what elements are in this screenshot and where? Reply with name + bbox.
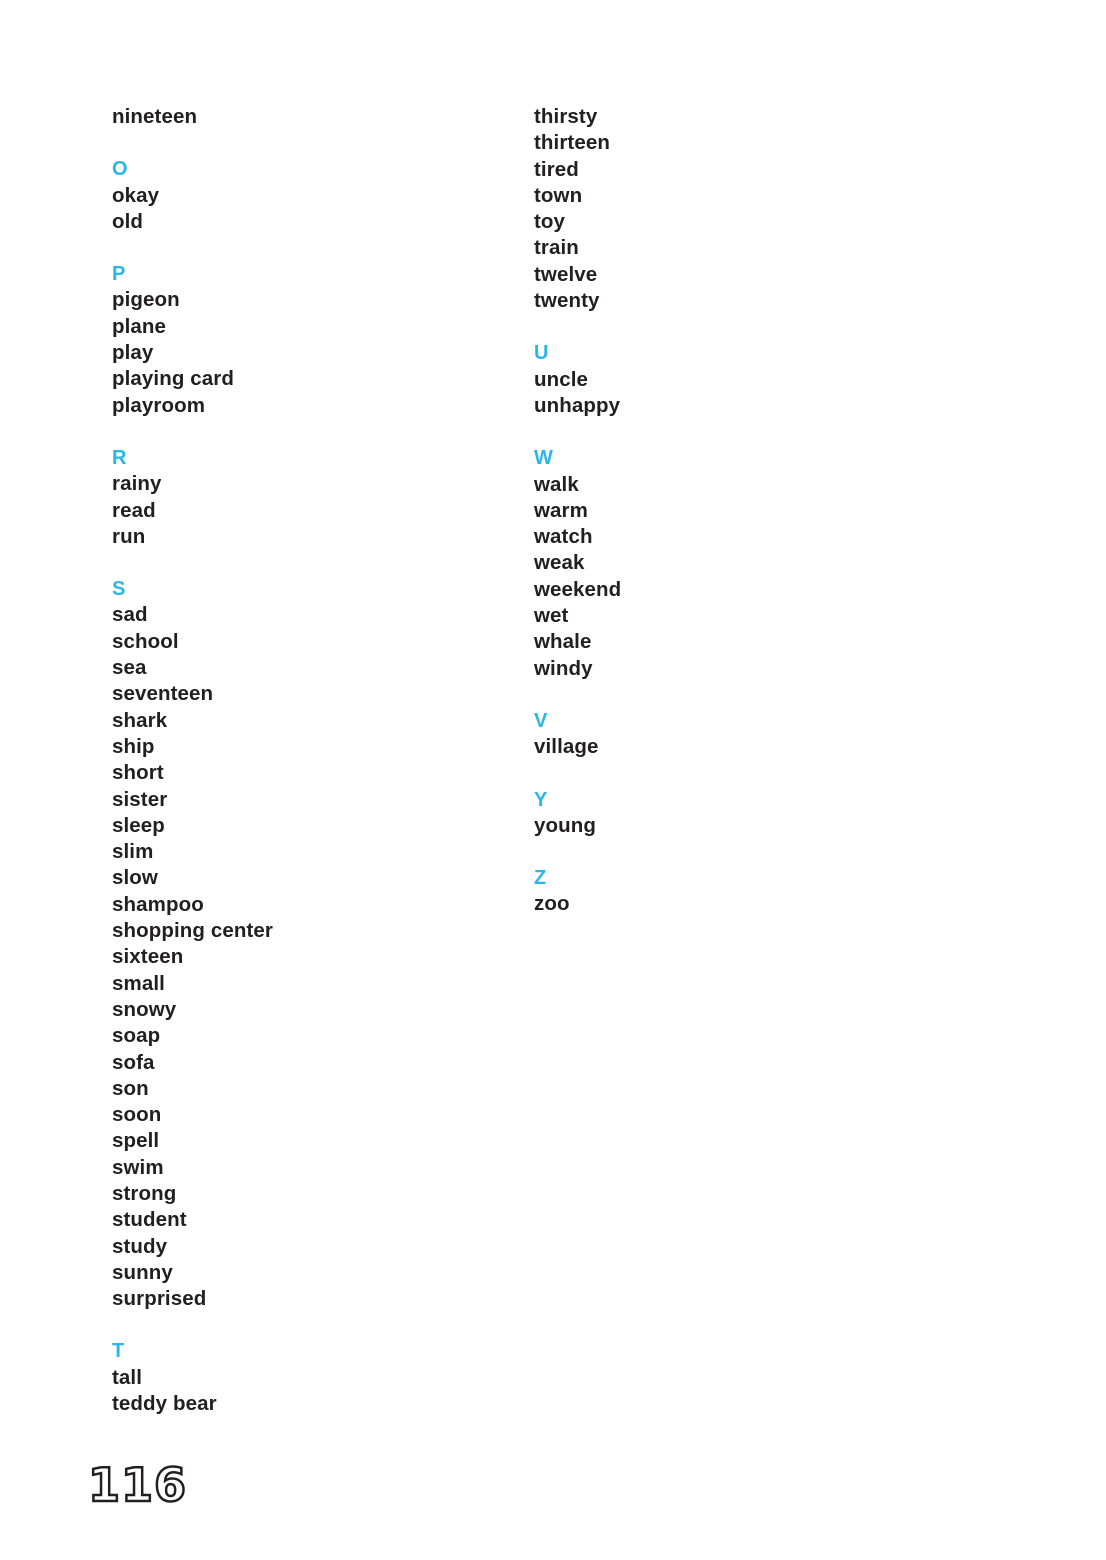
word-entry: twenty (534, 289, 600, 313)
word-entry: sad (112, 603, 148, 627)
word-entry: tired (534, 157, 579, 181)
word-group (112, 445, 512, 550)
word-entry: twelve (534, 262, 598, 286)
word-entry: unhappy (534, 393, 621, 417)
word-entry: surprised (112, 1287, 207, 1311)
word-entry: spell (112, 1129, 160, 1153)
word-group (534, 340, 934, 419)
word-entry: sofa (112, 1050, 155, 1074)
letter-heading: O (112, 158, 128, 181)
letter-heading: V (534, 709, 548, 732)
word-entry: playroom (112, 393, 206, 417)
word-column-right (534, 104, 934, 918)
word-entry: strong (112, 1181, 177, 1205)
word-entry: windy (534, 656, 593, 680)
word-entry: weak (534, 551, 585, 575)
word-group (534, 104, 934, 314)
letter-heading: Z (534, 867, 547, 890)
word-entry: uncle (534, 367, 589, 391)
word-group (534, 787, 934, 840)
letter-heading: Y (534, 788, 548, 811)
word-entry: plane (112, 314, 167, 338)
word-entry: sleep (112, 813, 165, 837)
word-entry: school (112, 629, 179, 653)
word-entry: short (112, 761, 164, 785)
word-entry: sister (112, 787, 168, 811)
word-entry: shark (112, 708, 168, 732)
word-entry: soap (112, 1024, 161, 1048)
word-entry: thirsty (534, 105, 598, 128)
word-group (112, 576, 512, 1312)
word-column-left (112, 104, 512, 1417)
word-entry: small (112, 971, 165, 995)
word-entry: sixteen (112, 945, 184, 969)
word-group (112, 261, 512, 419)
word-entry: nineteen (112, 105, 198, 128)
word-entry: weekend (534, 577, 622, 601)
word-entry: walk (534, 472, 579, 496)
word-entry: pigeon (112, 288, 180, 312)
word-entry: shopping center (112, 919, 273, 943)
word-entry: tall (112, 1365, 143, 1389)
letter-heading: U (534, 342, 549, 365)
word-group (534, 865, 934, 918)
word-entry: watch (534, 525, 593, 549)
word-entry: soon (112, 1103, 162, 1127)
word-entry: village (534, 735, 599, 759)
word-entry: sunny (112, 1260, 173, 1284)
word-entry: town (534, 183, 583, 207)
word-entry: young (534, 813, 596, 837)
word-entry: wet (534, 604, 569, 628)
word-entry: study (112, 1234, 168, 1258)
word-entry: rainy (112, 472, 162, 496)
word-group (534, 708, 934, 761)
letter-heading: S (112, 578, 126, 601)
page-number: 116 (88, 1458, 188, 1512)
word-entry: swim (112, 1155, 164, 1179)
word-group (534, 445, 934, 682)
word-entry: ship (112, 734, 155, 758)
word-entry: snowy (112, 997, 177, 1021)
word-entry: playing card (112, 367, 234, 391)
word-entry: whale (534, 630, 592, 654)
letter-heading: P (112, 263, 126, 286)
word-entry: teddy bear (112, 1392, 217, 1416)
word-entry: shampoo (112, 892, 204, 916)
word-entry: run (112, 524, 146, 548)
word-entry: sea (112, 656, 147, 680)
word-entry: slow (112, 866, 158, 890)
word-entry: student (112, 1208, 187, 1232)
word-entry: read (112, 498, 156, 522)
word-entry: slim (112, 840, 154, 864)
word-group (112, 1338, 512, 1417)
letter-heading: W (534, 447, 554, 470)
word-entry: zoo (534, 892, 570, 916)
word-entry: warm (534, 498, 588, 522)
word-group (112, 156, 512, 235)
word-entry: toy (534, 210, 566, 234)
letter-heading: T (112, 1340, 125, 1363)
word-entry: train (534, 236, 579, 260)
word-entry: seventeen (112, 682, 214, 706)
letter-heading: R (112, 446, 127, 469)
word-group (112, 104, 512, 130)
word-entry: son (112, 1076, 149, 1100)
word-entry: play (112, 341, 154, 365)
word-entry: okay (112, 183, 160, 207)
word-entry: thirteen (534, 131, 610, 155)
word-entry: old (112, 209, 144, 233)
